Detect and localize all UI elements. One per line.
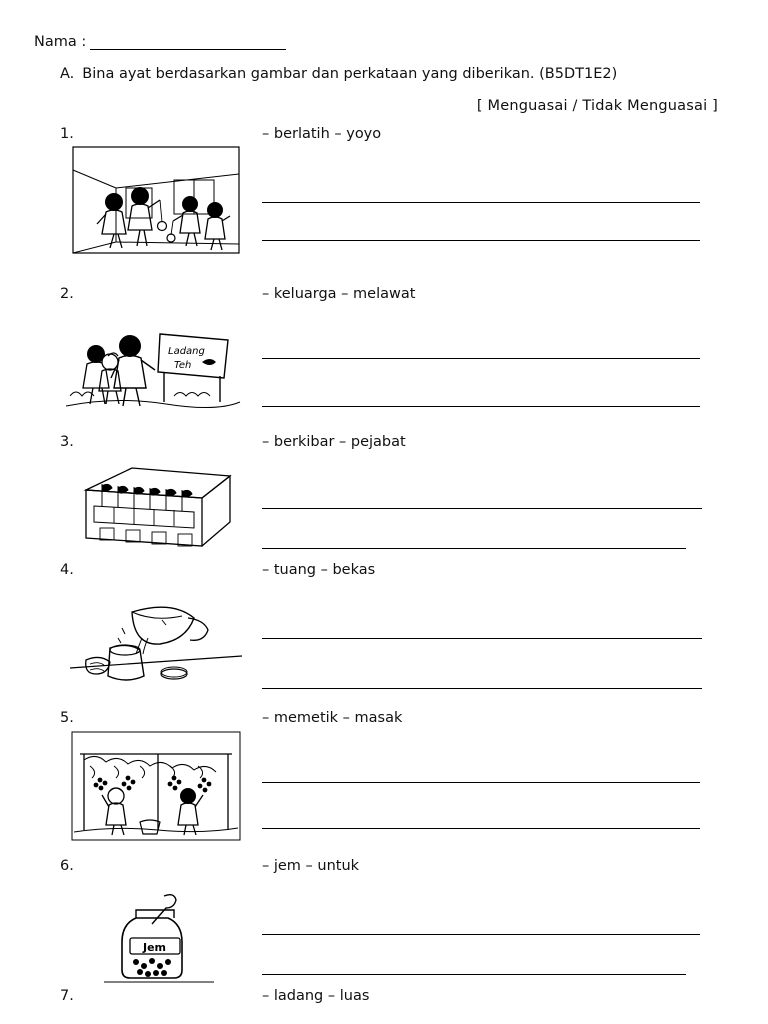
answer-line[interactable] bbox=[262, 406, 700, 407]
svg-text:Teh: Teh bbox=[174, 360, 192, 371]
item-words: – memetik – masak bbox=[262, 710, 403, 726]
instruction-letter: A. bbox=[60, 66, 75, 82]
instruction-row bbox=[60, 66, 617, 82]
item-number: 7. bbox=[60, 988, 74, 1004]
item-words: – berkibar – pejabat bbox=[262, 434, 406, 450]
answer-line[interactable] bbox=[262, 828, 700, 829]
item-number: 6. bbox=[60, 858, 74, 874]
item-number: 3. bbox=[60, 434, 74, 450]
answer-line[interactable] bbox=[262, 202, 700, 203]
item-words: – keluarga – melawat bbox=[262, 286, 416, 302]
answer-line[interactable] bbox=[262, 240, 700, 241]
picture-children-picking-grapes bbox=[70, 730, 242, 842]
picture-family-visiting-tea-plantation bbox=[64, 310, 242, 420]
answer-line[interactable] bbox=[262, 638, 702, 639]
answer-line[interactable] bbox=[262, 934, 700, 935]
item-words: – tuang – bekas bbox=[262, 562, 376, 578]
answer-line[interactable] bbox=[262, 358, 700, 359]
answer-line[interactable] bbox=[262, 974, 686, 975]
answer-line[interactable] bbox=[262, 508, 702, 509]
answer-line[interactable] bbox=[262, 782, 700, 783]
item-number: 5. bbox=[60, 710, 74, 726]
instruction-text: Bina ayat berdasarkan gambar dan perkataan yang diberikan. (B5DT1E2) bbox=[82, 66, 618, 82]
item-number: 4. bbox=[60, 562, 74, 578]
picture-children-playing-yoyo-indoors bbox=[70, 144, 242, 256]
answer-line[interactable] bbox=[262, 688, 702, 689]
picture-office-building-with-flags bbox=[70, 456, 242, 552]
picture-jam-jar-with-spoon bbox=[86, 888, 226, 988]
mastery-checkbox-text[interactable]: [ Menguasai / Tidak Menguasai ] bbox=[476, 98, 718, 114]
name-input-blank[interactable] bbox=[90, 35, 286, 50]
item-words: – ladang – luas bbox=[262, 988, 370, 1004]
item-words: – jem – untuk bbox=[262, 858, 360, 874]
item-number: 2. bbox=[60, 286, 74, 302]
svg-text:Ladang: Ladang bbox=[168, 346, 205, 357]
answer-line[interactable] bbox=[262, 548, 686, 549]
svg-text:Jem: Jem bbox=[143, 941, 167, 954]
item-number: 1. bbox=[60, 126, 74, 142]
item-words: – berlatih – yoyo bbox=[262, 126, 382, 142]
picture-hand-pouring-into-container bbox=[70, 594, 242, 692]
name-field-row bbox=[34, 34, 286, 50]
name-label: Nama : bbox=[34, 34, 87, 50]
